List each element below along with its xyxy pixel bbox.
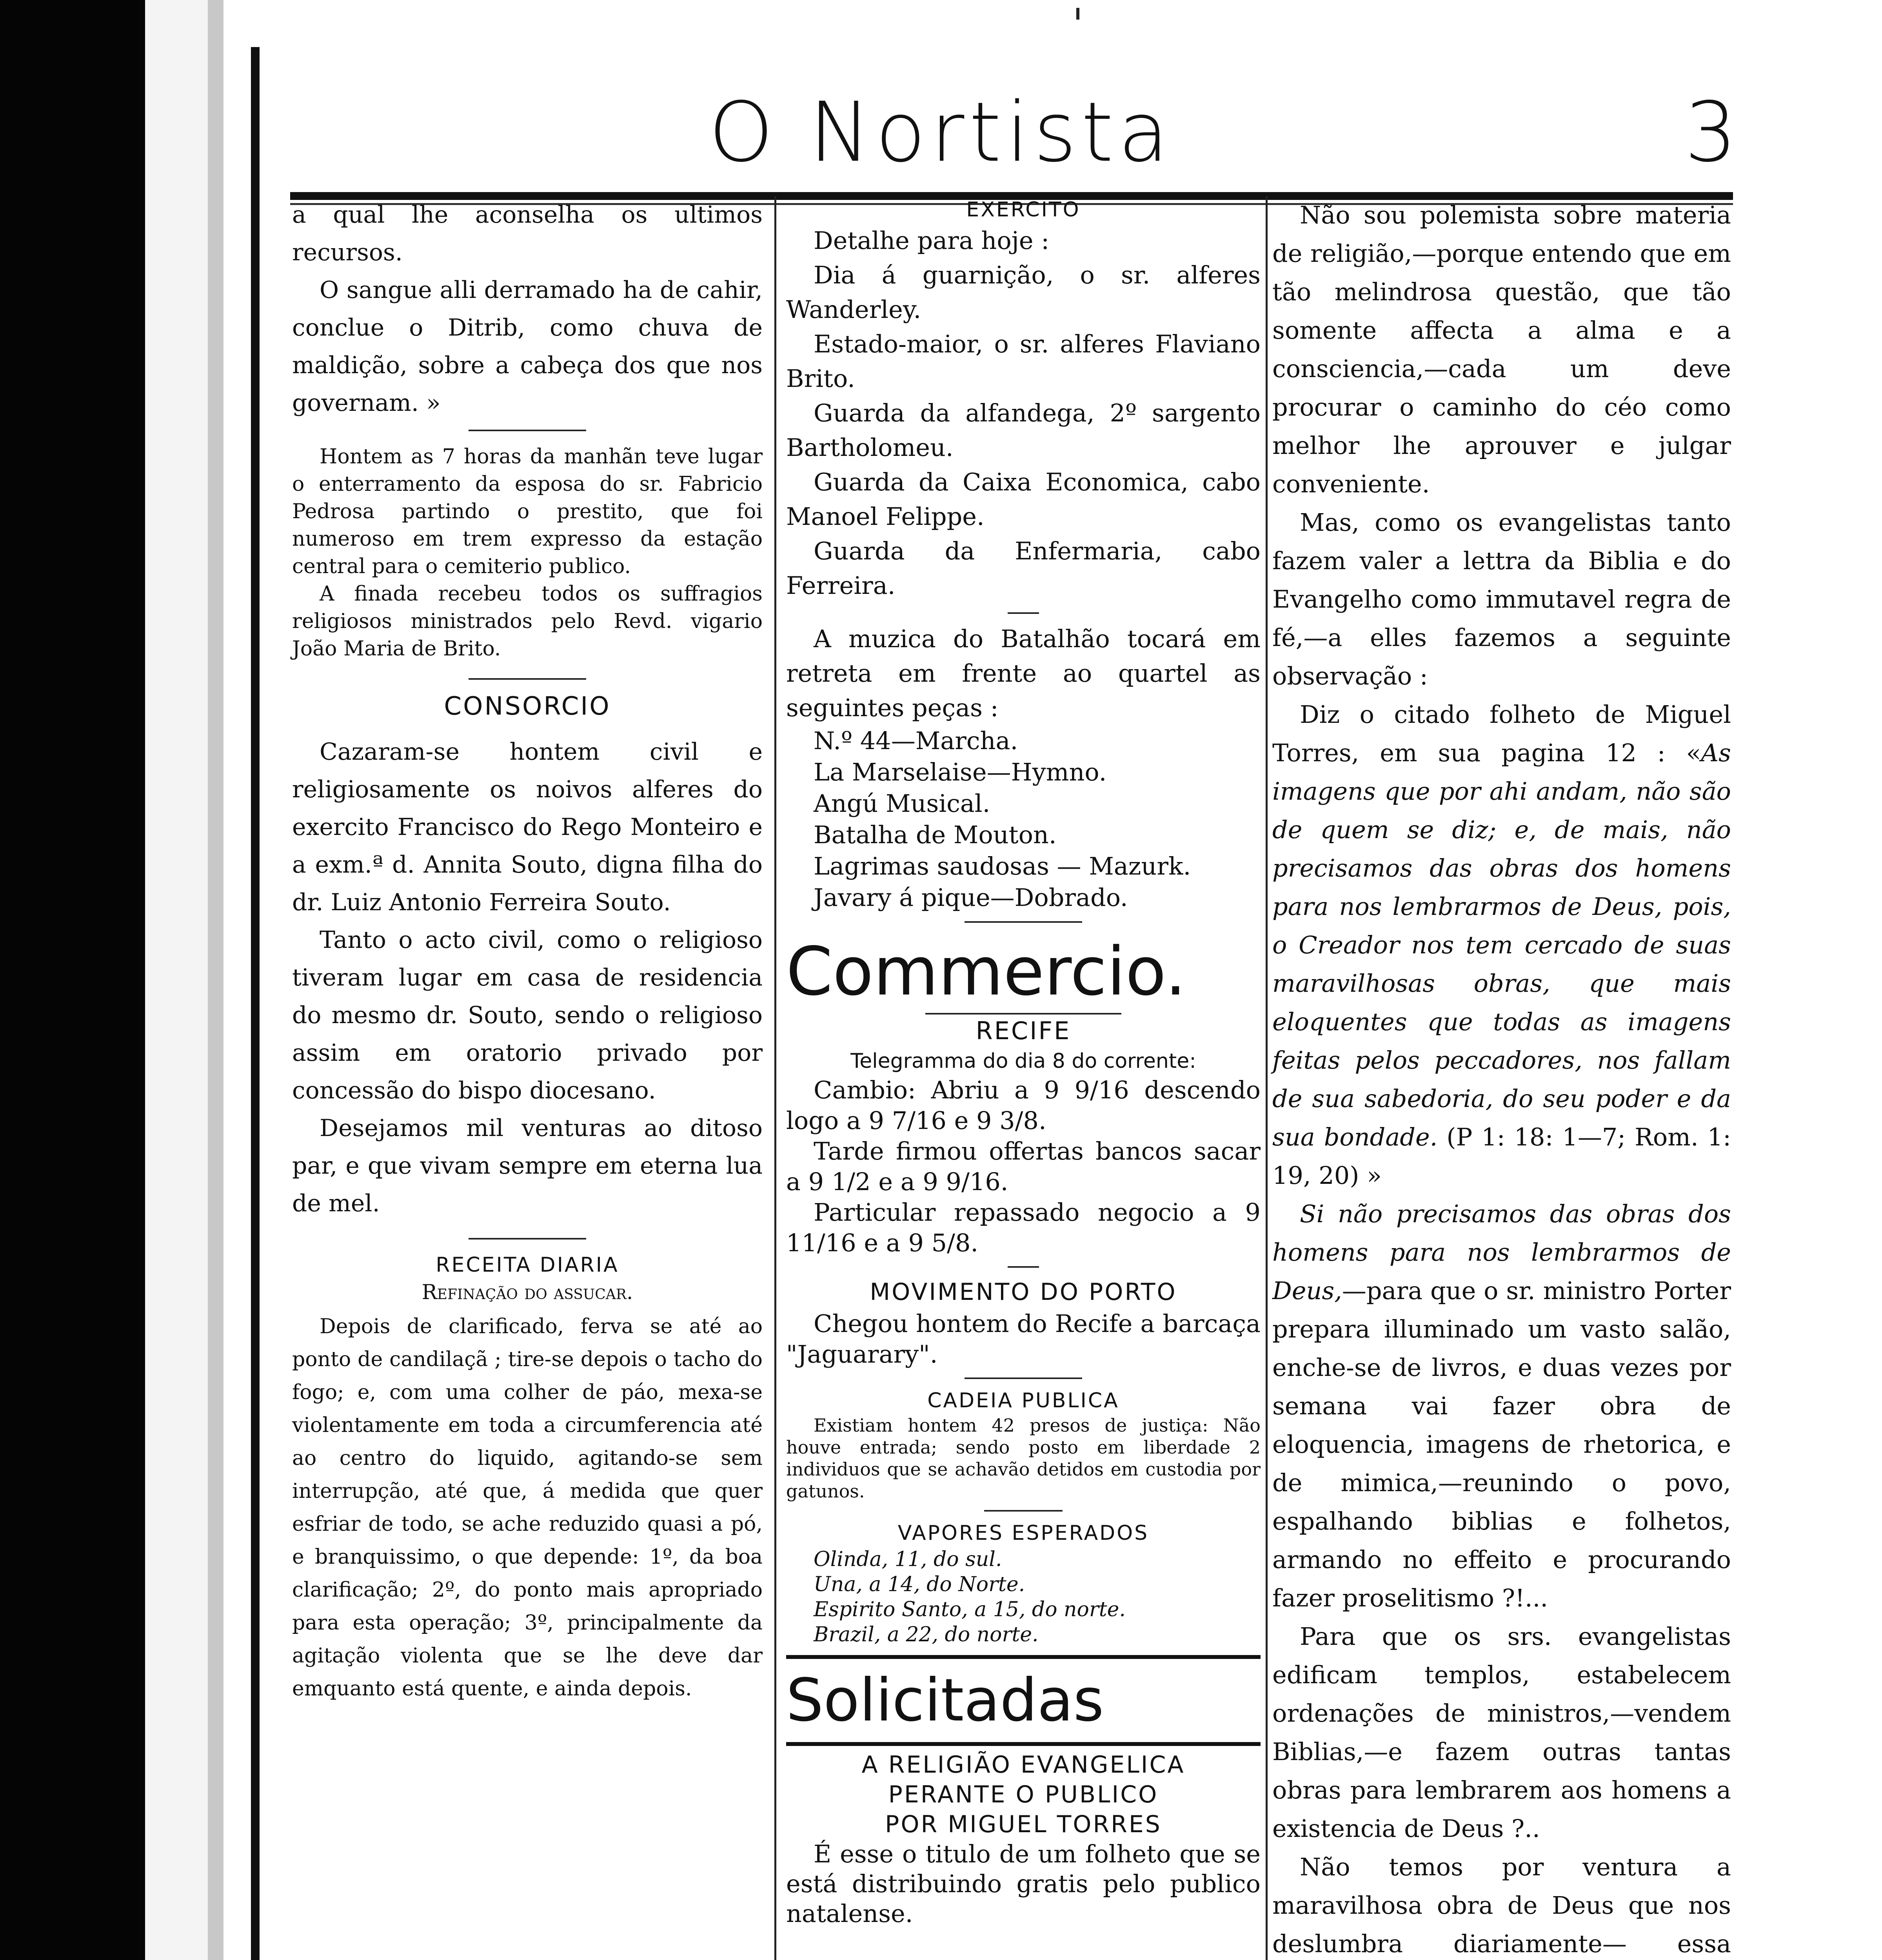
separator (965, 921, 1082, 923)
paragraph: Tanto o acto civil, como o religioso tiveram lugar em casa de residencia do mesmo dr. Souto, sendo o religioso assim em oratorio privado por concessão do bispo diocesano. (292, 926, 763, 1104)
paragraph: Guarda da Caixa Economica, cabo Manoel Felippe. (786, 468, 1261, 531)
paragraph: Não sou polemista sobre materia de religião,—porque entendo que em tão melindrosa questão, que tão somente affecta a alma e a consciencia,—cada um deve procurar o caminho do céo como melhor lhe aprouver e julgar conveniente. (1272, 201, 1731, 498)
paragraph: Cambio: Abriu a 9 9/16 descendo logo a 9 7/16 e 9 3/8. (786, 1076, 1261, 1135)
list-item: Lagrimas saudosas — Mazurk. (814, 852, 1191, 880)
paragraph: Desejamos mil venturas ao ditoso par, e que vivam sempre em eterna lua de mel. (292, 1114, 763, 1217)
list-item: N.º 44—Marcha. (814, 726, 1018, 755)
news-item: Hontem as 7 horas da manhãn teve lugar o enterramento da esposa do sr. Fabricio Pedrosa partindo o prestito, que foi numeroso em trem expresso da estação central para o cemiterio publico. (292, 445, 763, 578)
paragraph: É esse o titulo de um folheto que se está distribuindo gratis pelo publico natalense. (786, 1840, 1261, 1928)
list-item: La Marselaise—Hymno. (814, 758, 1107, 786)
column-3 (1272, 196, 1731, 1960)
separator (1008, 1266, 1039, 1268)
section-heading-commercio: Commercio. (786, 933, 1186, 1011)
article-byline: POR MIGUEL TORRES (885, 1811, 1162, 1838)
article-title: A RELIGIÃO EVANGELICA (861, 1751, 1185, 1779)
paragraph (1272, 695, 1731, 1195)
paragraph: Mas, como os evangelistas tanto fazem valer a lettra da Biblia e do Evangelho como immutavel regra de fé,—a elles fazemos a seguinte observação : (1272, 508, 1731, 690)
paragraph: A muzica do Batalhão tocará em retreta em frente ao quartel as seguintes peças : (786, 624, 1261, 722)
separator (469, 1238, 586, 1240)
scan-edge-gray (208, 0, 223, 1960)
paragraph: Detalhe para hoje : (814, 226, 1050, 255)
separator (786, 1742, 1261, 1746)
section-title: RECIFE (976, 1016, 1071, 1045)
paragraph: Não temos por ventura a maravilhosa obra de Deus que nos deslumbra diariamente— essa (1272, 1853, 1731, 1958)
paragraph: Cazaram-se hontem civil e religiosamente os noivos alferes do exercito Francisco do Rego Monteiro e a exm.ª d. Annita Souto, digna filha do dr. Luiz Antonio Ferreira Souto. (292, 738, 763, 916)
separator (469, 678, 586, 680)
column-divider-2 (1266, 196, 1268, 1960)
paragraph: O sangue alli derramado ha de cahir, conclue o Ditrib, como chuva de maldição, sobre a cabeça dos que nos governam. » (292, 276, 763, 417)
page-number: 3 (1684, 84, 1737, 180)
scan-edge-dark (0, 0, 145, 1960)
paragraph-text: —para que o sr. ministro Porter prepara illuminado um vasto salão, enche-se de livros, e duas vezes por semana vai fazer obra de eloquencia, imagens de rhetorica, e de mimica,—reunindo o povo, espalhando biblias e folhetos, armando no effeito e procurando fazer proselitismo ?!... (1272, 1276, 1731, 1612)
list-item: Angú Musical. (814, 789, 990, 818)
separator (1008, 612, 1039, 614)
quote-text: Si não precisamos das obras dos homens para nos lembrarmos de Deus, (1272, 1200, 1731, 1305)
section-title: MOVIMENTO DO PORTO (870, 1278, 1177, 1306)
paragraph: Dia á guarnição, o sr. alferes Wanderley. (786, 261, 1261, 324)
separator (965, 1377, 1082, 1379)
list-item: Una, a 14, do Norte. (814, 1573, 1025, 1596)
paragraph: Estado-maior, o sr. alferes Flaviano Brito. (786, 330, 1261, 393)
separator (984, 1510, 1063, 1512)
paragraph: Guarda da Enfermaria, cabo Ferreira. (786, 537, 1261, 600)
section-title: RECEITA DIARIA (436, 1253, 619, 1277)
column-divider-1 (774, 196, 776, 1960)
news-item: A finada recebeu todos os suffragios religiosos ministrados pelo Revd. vigario João Maria de Brito. (292, 582, 763, 661)
scan-edge-line (251, 47, 260, 1960)
column-2 (786, 196, 1261, 1929)
paragraph: Particular repassado negocio a 9 11/16 e a 9 5/8. (786, 1198, 1261, 1257)
section-subtitle: Refinação do assucar. (421, 1281, 633, 1304)
column-1 (292, 196, 763, 1705)
paragraph: Existiam hontem 42 presos de justiça: Não houve entrada; sendo posto em liberdade 2 individuos que se achavão detidos em custodia por gatunos. (786, 1415, 1261, 1502)
quote-ref: (P 1: 18: 1—7; Rom. 1: 19, 20) » (1272, 1123, 1731, 1190)
paragraph: Guarda da alfandega, 2º sargento Bartholomeu. (786, 399, 1261, 462)
paragraph (1272, 1195, 1731, 1617)
section-title: EXERCITO (966, 198, 1081, 221)
quote-text: As imagens que por ahi andam, não são de quem se diz; e, de mais, não precisamos das obras dos homens para nos lembrarmos de Deus, pois, o Creador nos tem cercado de suas maravilhosas obras, que mais eloquentes que todas as imagens feitas pelos peccadores, nos fallam de sua sabedoria, do seu poder e da sua bondade. (1272, 739, 1731, 1151)
section-title: VAPORES ESPERADOS (897, 1521, 1149, 1545)
paragraph: Chegou hontem do Recife a barcaça "Jaguarary". (786, 1309, 1261, 1368)
scan-edge-light (145, 0, 208, 1960)
list-item: Brazil, a 22, do norte. (814, 1623, 1039, 1646)
paragraph: a qual lhe aconselha os ultimos recursos. (292, 201, 763, 266)
quote-intro: Diz o citado folheto de Miguel Torres, em sua pagina 12 : « (1272, 700, 1731, 767)
masthead-title: O Nortista (708, 84, 1174, 180)
paragraph: Depois de clarificado, ferva se até ao ponto de candilaçã ; tire-se depois o tacho do fogo; e, com uma colher de páo, mexa-se violentamente em toda a circumferencia até ao centro do liquido, agitando-se sem interrupção, até que, á medida que quer esfriar de todo, se ache reduzido quasi a pó, e branquissimo, o que depende: 1º, da boa clarificação; 2º, do ponto mais apropriado para esta operação; 3º, principalmente da agitação violenta que se lhe deve dar emquanto está quente, e ainda depois. (292, 1315, 763, 1700)
separator (786, 1655, 1261, 1659)
section-heading-solicitadas: Solicitadas (786, 1666, 1104, 1735)
article-title: PERANTE O PUBLICO (888, 1781, 1159, 1808)
scan-speck (1076, 8, 1079, 20)
separator (469, 430, 586, 431)
list-item: Batalha de Mouton. (814, 820, 1057, 849)
section-title: CADEIA PUBLICA (927, 1389, 1119, 1412)
list-item: Olinda, 11, do sul. (814, 1548, 1002, 1571)
list-item: Javary á pique—Dobrado. (814, 883, 1128, 912)
paragraph: Tarde firmou offertas bancos sacar a 9 1/2 e a 9 9/16. (786, 1137, 1261, 1196)
section-title: CONSORCIO (444, 692, 611, 721)
list-item: Espirito Santo, a 15, do norte. (814, 1598, 1126, 1621)
paragraph: Para que os srs. evangelistas edificam templos, estabelecem ordenações de ministros,—vendem Biblias,—e fazem outras tantas obras para lembrarem aos homens a existencia de Deus ?.. (1272, 1622, 1731, 1843)
paragraph: Telegramma do dia 8 do corrente: (850, 1049, 1196, 1073)
